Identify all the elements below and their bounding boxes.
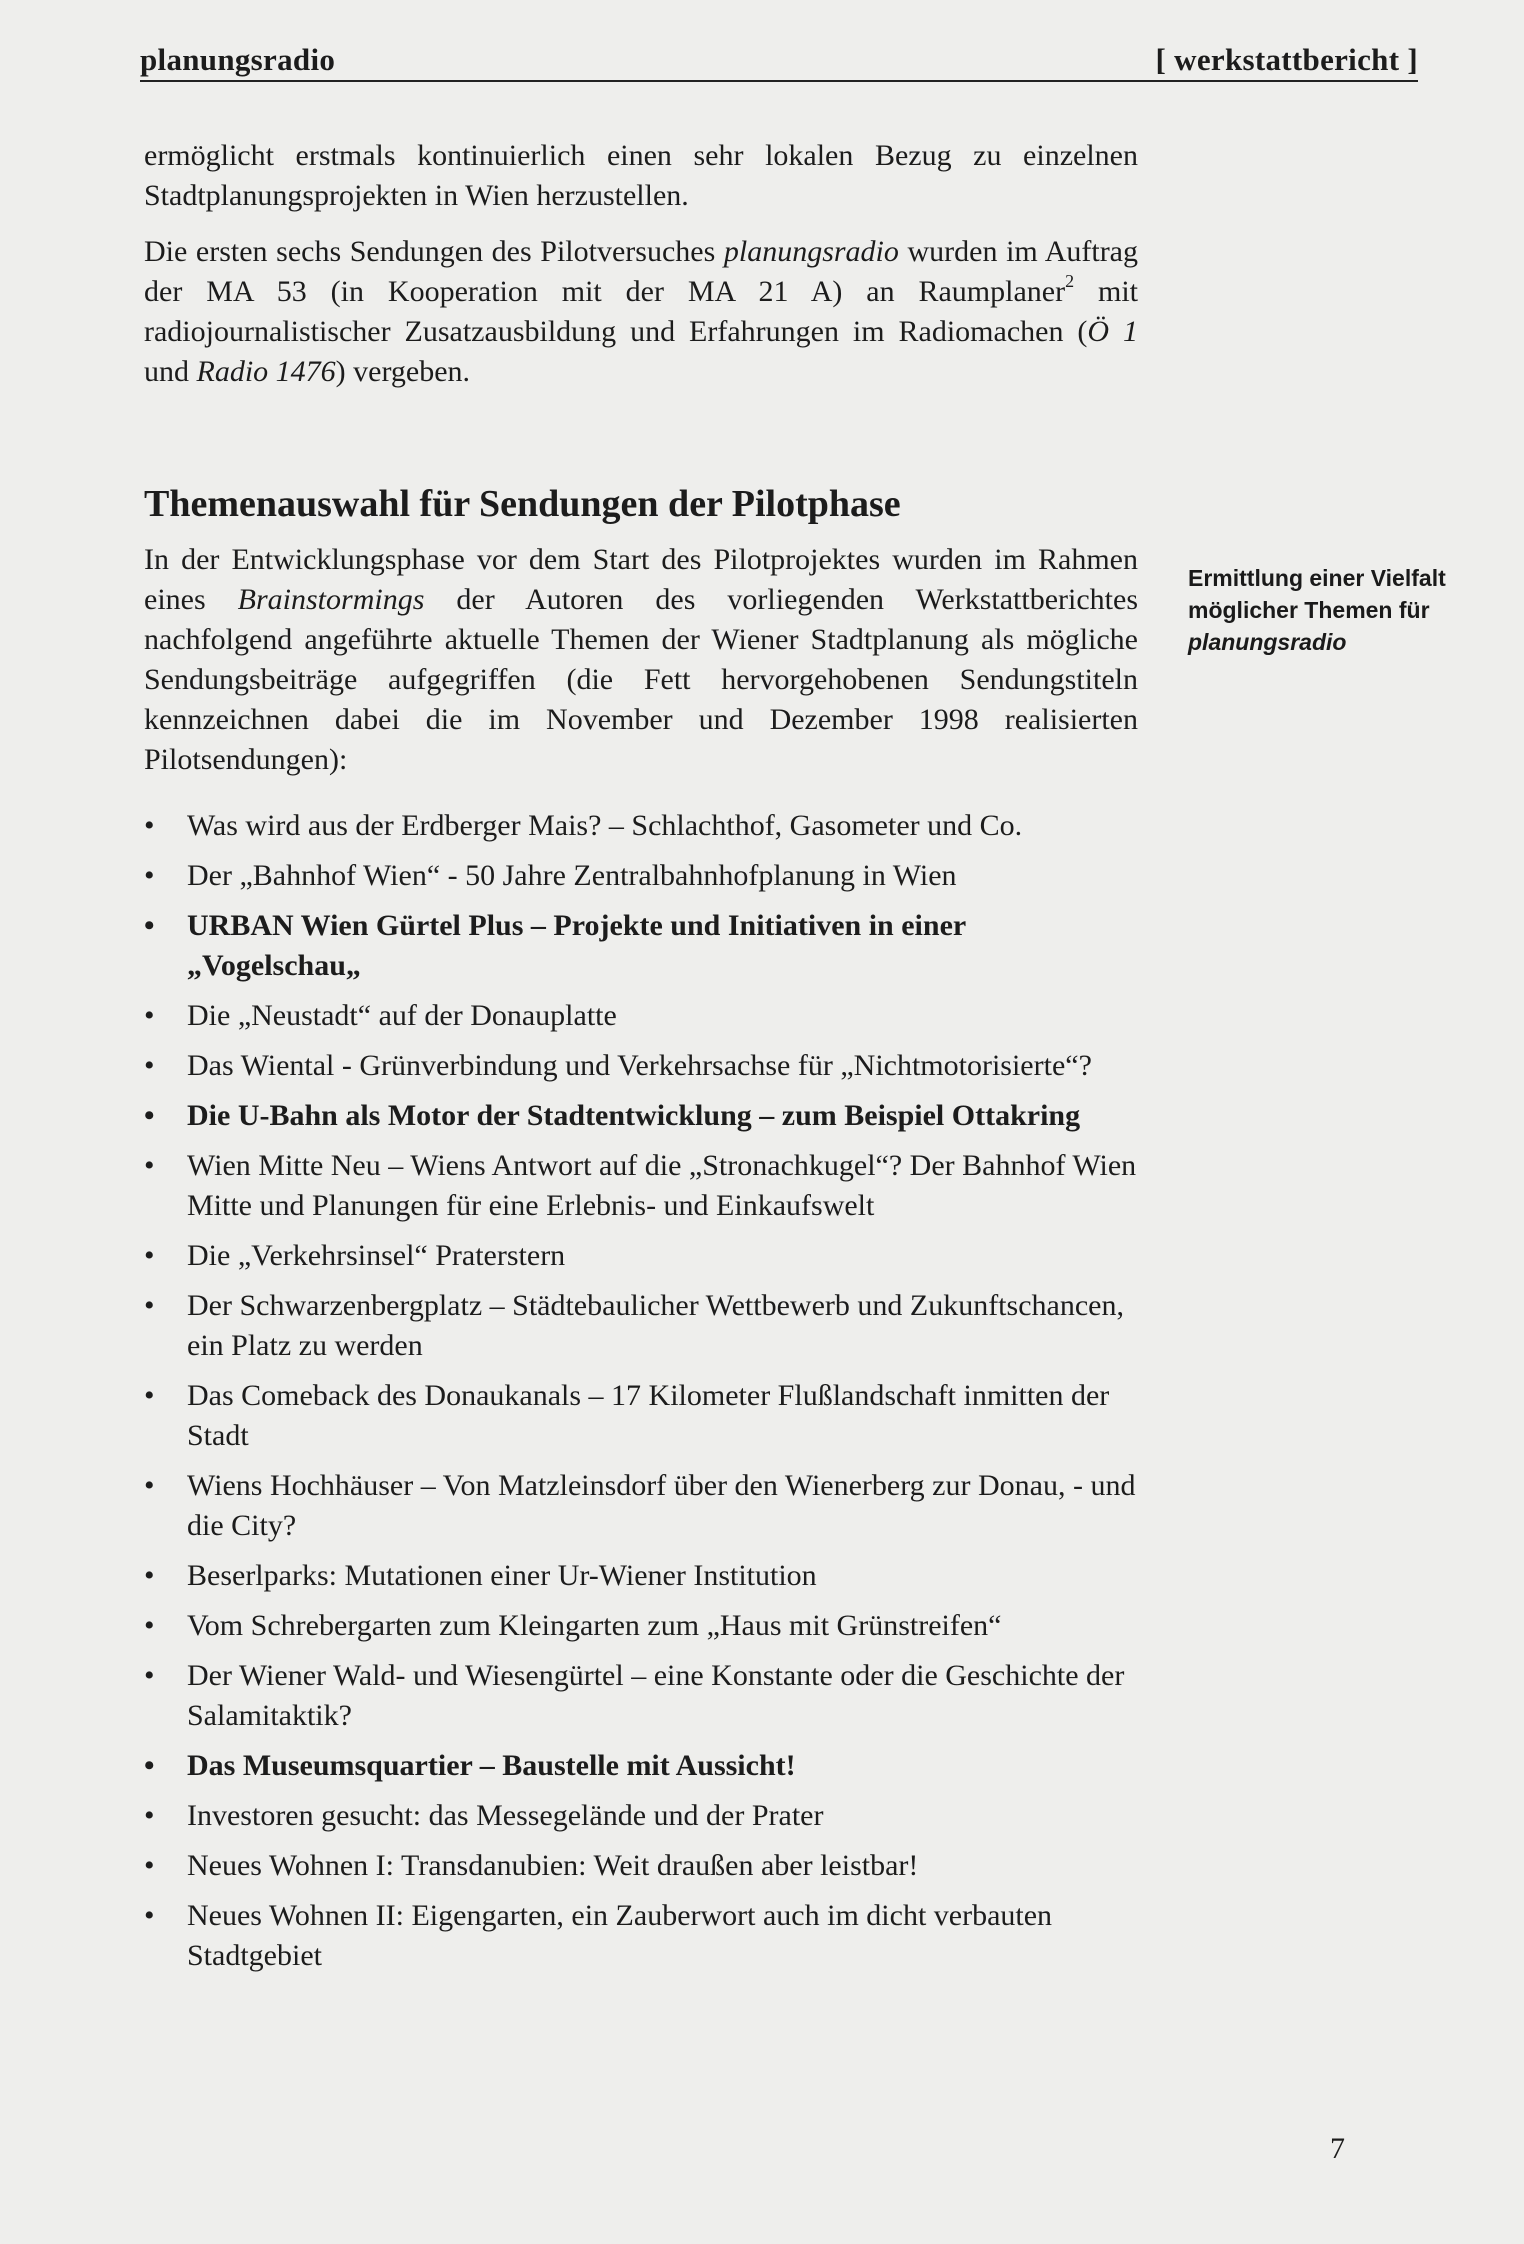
margin-note-text: Ermittlung einer Vielfalt möglicher Themen für (1188, 565, 1446, 623)
section-intro (144, 540, 1138, 780)
list-item: • Der Wiener Wald- und Wiesengürtel – eine Konstante oder die Geschichte der Salamitaktik? (144, 1656, 1138, 1736)
list-item: • Wien Mitte Neu – Wiens Antwort auf die „Stronachkugel“? Der Bahnhof Wien Mitte und Planungen für eine Erlebnis- und Einkaufswelt (144, 1146, 1138, 1226)
footnote-ref: 2 (1065, 271, 1075, 291)
margin-note (1188, 562, 1488, 658)
list-item: • Die „Neustadt“ auf der Donauplatte (144, 996, 1138, 1036)
paragraph-1: ermöglicht erstmals kontinuierlich einen sehr lokalen Bezug zu einzelnen Stadtplanungsprojekten in Wien herzustellen. (144, 139, 1138, 212)
p2-text-a: Die ersten sechs Sendungen des Pilotversuches (144, 235, 724, 268)
p2-italic-radio1476: Radio 1476 (196, 355, 336, 388)
running-header (140, 42, 1418, 82)
main-column (144, 136, 1138, 1986)
list-item: • Die „Verkehrsinsel“ Praterstern (144, 1236, 1138, 1276)
list-item: • Vom Schrebergarten zum Kleingarten zum „Haus mit Grünstreifen“ (144, 1606, 1138, 1646)
list-item: • URBAN Wien Gürtel Plus – Projekte und Initiativen in einer „Vogelschau„ (144, 906, 1138, 986)
p2-text-h: ) vergeben. (335, 355, 471, 388)
intro-italic-brainstormings: Brainstormings (237, 583, 425, 616)
list-item: • Der „Bahnhof Wien“ - 50 Jahre Zentralbahnhofplanung in Wien (144, 856, 1138, 896)
list-item: • Neues Wohnen II: Eigengarten, ein Zauberwort auch im dicht verbauten Stadtgebiet (144, 1896, 1138, 1976)
p2-italic-oe1: Ö 1 (1087, 315, 1138, 348)
list-item: • Die U-Bahn als Motor der Stadtentwicklung – zum Beispiel Ottakring (144, 1096, 1138, 1136)
list-item: • Das Wiental - Grünverbindung und Verkehrsachse für „Nichtmotorisierte“? (144, 1046, 1138, 1086)
list-item: • Das Museumsquartier – Baustelle mit Aussicht! (144, 1746, 1138, 1786)
intro-text-c: der Autoren des vorliegenden Werkstattberichtes nachfolgend angeführte aktuelle Themen der Wiener Stadtplanung als mögliche Sendungsbeiträge aufgegriffen (die Fett hervorgehobenen Sendungstiteln kennzeichnen dabei die im November und Dezember 1998 realisierten Pilotsendungen): (144, 583, 1138, 776)
intro-text-a: In der Entwicklungsphase vor dem Start des Pilotprojektes wurden im Rahmen eines (144, 543, 1138, 616)
p2-text-d: mit radiojournalistischer Zusatzausbildung und Erfahrungen im Radiomachen ( (144, 275, 1138, 348)
margin-note-italic: planungsradio (1188, 629, 1347, 655)
list-item: • Neues Wohnen I: Transdanubien: Weit draußen aber leistbar! (144, 1846, 1138, 1886)
list-item: • Der Schwarzenbergplatz – Städtebaulicher Wettbewerb und Zukunftschancen, ein Platz zu werden (144, 1286, 1138, 1366)
paragraph-2 (144, 232, 1138, 392)
topic-list (144, 806, 1138, 1976)
list-item: • Investoren gesucht: das Messegelände und der Prater (144, 1796, 1138, 1836)
list-item: • Beserlparks: Mutationen einer Ur-Wiener Institution (144, 1556, 1138, 1596)
p2-text-c: wurden im Auftrag der MA 53 (in Kooperation mit der MA 21 A) an Raumplaner (144, 235, 1138, 308)
header-title: planungsradio (140, 42, 336, 77)
p2-italic-planungsradio: planungsradio (723, 235, 899, 268)
page-number: 7 (1330, 2132, 1345, 2165)
header-section: [ werkstattbericht ] (1155, 42, 1418, 77)
p2-text-f: und (144, 355, 197, 388)
section-heading: Themenauswahl für Sendungen der Pilotphase (144, 483, 901, 525)
list-item: • Was wird aus der Erdberger Mais? – Schlachthof, Gasometer und Co. (144, 806, 1138, 846)
list-item: • Das Comeback des Donaukanals – 17 Kilometer Flußlandschaft inmitten der Stadt (144, 1376, 1138, 1456)
list-item: • Wiens Hochhäuser – Von Matzleinsdorf über den Wienerberg zur Donau, - und die City? (144, 1466, 1138, 1546)
